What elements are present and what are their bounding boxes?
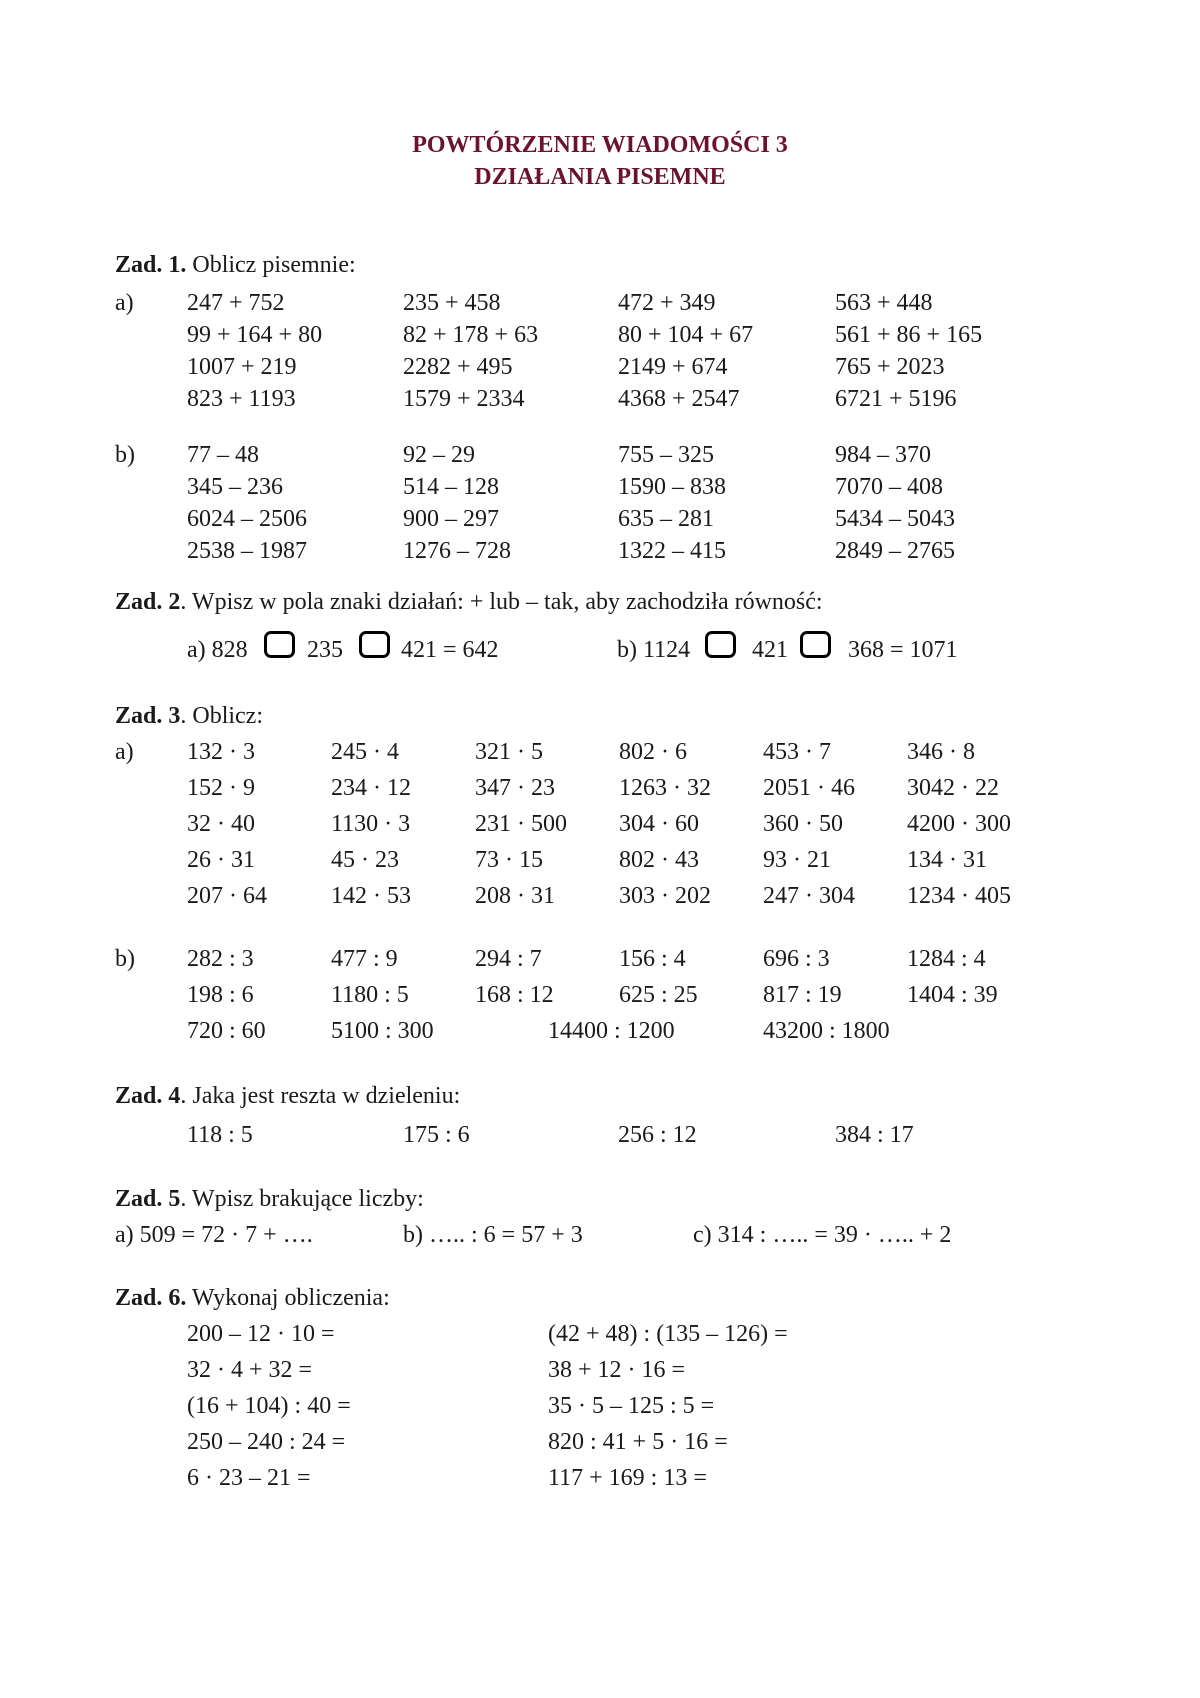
exercise-item: 256 : 12 [618,1122,697,1148]
exercise-item: (16 + 104) : 40 = [187,1393,351,1419]
exercise-item: 247 + 752 [187,290,285,316]
exercise-item: 82 + 178 + 63 [403,322,539,348]
task-2b-operator-box-1[interactable] [705,631,736,658]
task-4-heading [115,1082,460,1110]
exercise-item: 77 – 48 [187,442,259,468]
task-1b-label: b) [115,442,135,468]
task-3-label: Zad. 3 [115,703,181,729]
exercise-item: 132 · 3 [187,739,255,765]
exercise-item: 2282 + 495 [403,354,513,380]
task-3-heading [115,702,263,730]
exercise-item: 360 · 50 [763,811,843,837]
task-5-text: . Wpisz brakujące liczby: [180,1186,424,1212]
exercise-item: b) ….. : 6 = 57 + 3 [403,1222,583,1248]
exercise-item: 32 · 40 [187,811,255,837]
exercise-item: 198 : 6 [187,982,254,1008]
exercise-item: 472 + 349 [618,290,716,316]
exercise-item: 4200 · 300 [907,811,1011,837]
task-2b-operator-box-2[interactable] [800,631,831,658]
exercise-item: 118 : 5 [187,1122,253,1148]
task-2a-part1: a) 828 [187,637,248,663]
exercise-item: 207 · 64 [187,883,267,909]
exercise-item: 80 + 104 + 67 [618,322,754,348]
exercise-item: 200 – 12 · 10 = [187,1321,335,1347]
exercise-item: 345 – 236 [187,474,283,500]
exercise-item: 73 · 15 [475,847,543,873]
exercise-item: 347 · 23 [475,775,555,801]
exercise-item: 117 + 169 : 13 = [548,1465,707,1491]
exercise-item: 2051 · 46 [763,775,855,801]
task-2-label: Zad. 2 [115,589,181,615]
exercise-item: 1276 – 728 [403,538,511,564]
exercise-item: 1579 + 2334 [403,386,525,412]
exercise-item: 514 – 128 [403,474,499,500]
task-2b-part3: 368 = 1071 [848,637,958,663]
exercise-item: 156 : 4 [619,946,686,972]
task-3a-label: a) [115,739,134,765]
exercise-item: 2149 + 674 [618,354,728,380]
page-title: POWTÓRZENIE WIADOMOŚCI 3 [412,132,788,158]
task-2-heading [115,588,823,616]
exercise-item: 234 · 12 [331,775,411,801]
exercise-item: 696 : 3 [763,946,830,972]
exercise-item: 561 + 86 + 165 [835,322,983,348]
exercise-item: 755 – 325 [618,442,714,468]
exercise-item: 32 · 4 + 32 = [187,1357,313,1383]
exercise-item: 2849 – 2765 [835,538,955,564]
exercise-item: 245 · 4 [331,739,399,765]
exercise-item: a) 509 = 72 · 7 + …. [115,1222,313,1248]
exercise-item: 6 · 23 – 21 = [187,1465,311,1491]
exercise-item: 1007 + 219 [187,354,297,380]
exercise-item: 477 : 9 [331,946,398,972]
exercise-item: 802 · 6 [619,739,687,765]
task-2-text: . Wpisz w pola znaki działań: + lub – tak, aby zachodziła równość: [180,589,823,615]
task-3-text: . Oblicz: [180,703,263,729]
exercise-item: 1180 : 5 [331,982,409,1008]
exercise-item: 1322 – 415 [618,538,726,564]
exercise-item: (42 + 48) : (135 – 126) = [548,1321,788,1347]
exercise-item: 900 – 297 [403,506,499,532]
exercise-item: 14400 : 1200 [548,1018,675,1044]
exercise-item: 802 · 43 [619,847,699,873]
exercise-item: 152 · 9 [187,775,255,801]
exercise-item: 303 · 202 [619,883,711,909]
exercise-item: 208 · 31 [475,883,555,909]
exercise-item: 765 + 2023 [835,354,945,380]
exercise-item: 6721 + 5196 [835,386,957,412]
exercise-item: 820 : 41 + 5 · 16 = [548,1429,728,1455]
exercise-item: 823 + 1193 [187,386,296,412]
task-5-label: Zad. 5 [115,1186,181,1212]
exercise-item: 1590 – 838 [618,474,726,500]
exercise-item: 93 · 21 [763,847,831,873]
exercise-item: 3042 · 22 [907,775,999,801]
exercise-item: 38 + 12 · 16 = [548,1357,686,1383]
exercise-item: 26 · 31 [187,847,255,873]
exercise-item: 92 – 29 [403,442,475,468]
exercise-item: 453 · 7 [763,739,831,765]
exercise-item: 1404 : 39 [907,982,998,1008]
exercise-item: 43200 : 1800 [763,1018,890,1044]
exercise-item: 168 : 12 [475,982,554,1008]
exercise-item: 6024 – 2506 [187,506,307,532]
exercise-item: 134 · 31 [907,847,987,873]
exercise-item: 817 : 19 [763,982,842,1008]
exercise-item: 175 : 6 [403,1122,470,1148]
task-2a-part2: 235 [307,637,343,663]
exercise-item: 1263 · 32 [619,775,711,801]
exercise-item: c) 314 : ….. = 39 · ….. + 2 [693,1222,952,1248]
exercise-item: 5100 : 300 [331,1018,434,1044]
task-6-text: Wykonaj obliczenia: [186,1285,390,1311]
task-2b-part2: 421 [752,637,788,663]
page-subtitle: DZIAŁANIA PISEMNE [474,164,726,190]
exercise-item: 5434 – 5043 [835,506,955,532]
exercise-item: 247 · 304 [763,883,855,909]
task-5-heading [115,1185,424,1213]
exercise-item: 235 + 458 [403,290,501,316]
exercise-item: 720 : 60 [187,1018,266,1044]
task-1-text: Oblicz pisemnie: [186,252,356,278]
task-4-label: Zad. 4 [115,1083,181,1109]
exercise-item: 142 · 53 [331,883,411,909]
exercise-item: 1130 · 3 [331,811,411,837]
exercise-item: 45 · 23 [331,847,399,873]
exercise-item: 2538 – 1987 [187,538,307,564]
task-6-heading [115,1284,390,1312]
exercise-item: 321 · 5 [475,739,543,765]
exercise-item: 231 · 500 [475,811,567,837]
exercise-item: 1234 · 405 [907,883,1011,909]
task-4-text: . Jaka jest reszta w dzieleniu: [180,1083,461,1109]
exercise-item: 7070 – 408 [835,474,943,500]
exercise-item: 635 – 281 [618,506,714,532]
exercise-item: 294 : 7 [475,946,542,972]
exercise-item: 984 – 370 [835,442,931,468]
exercise-item: 304 · 60 [619,811,699,837]
task-2a-operator-box-1[interactable] [264,631,295,658]
task-2a-part3: 421 = 642 [401,637,499,663]
task-1a-label: a) [115,290,134,316]
task-3b-label: b) [115,946,135,972]
task-1-heading [115,251,356,279]
exercise-item: 563 + 448 [835,290,933,316]
exercise-item: 625 : 25 [619,982,698,1008]
exercise-item: 35 · 5 – 125 : 5 = [548,1393,715,1419]
task-6-label: Zad. 6. [115,1285,187,1311]
exercise-item: 4368 + 2547 [618,386,740,412]
task-2b-part1: b) 1124 [617,637,691,663]
exercise-item: 250 – 240 : 24 = [187,1429,346,1455]
task-1-label: Zad. 1. [115,252,187,278]
exercise-item: 282 : 3 [187,946,254,972]
exercise-item: 346 · 8 [907,739,975,765]
exercise-item: 384 : 17 [835,1122,914,1148]
exercise-item: 99 + 164 + 80 [187,322,323,348]
task-2a-operator-box-2[interactable] [359,631,390,658]
exercise-item: 1284 : 4 [907,946,986,972]
